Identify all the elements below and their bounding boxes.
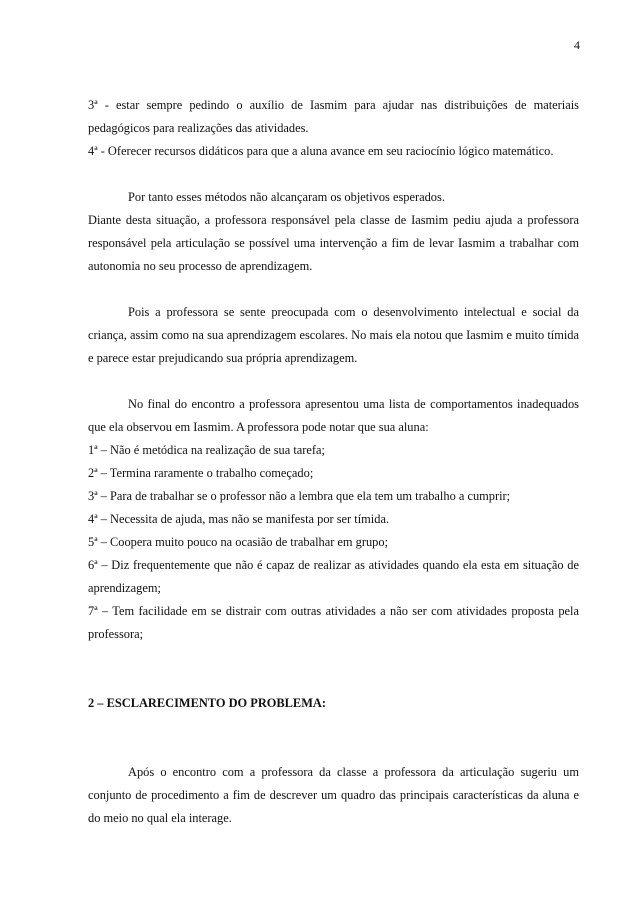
section-heading: 2 – ESCLARECIMENTO DO PROBLEMA: xyxy=(88,696,326,710)
spacer xyxy=(88,646,579,669)
behavior-item: 4ª – Necessita de ajuda, mas não se manifesta por ser tímida. xyxy=(88,512,390,526)
behavior-item: 1ª – Não é metódica na realização de sua tarefa; xyxy=(88,443,325,457)
paragraph: Por tanto esses métodos não alcançaram os objetivos esperados. xyxy=(128,190,445,204)
behavior-item: 5ª – Coopera muito pouco na ocasião de trabalhar em grupo; xyxy=(88,535,389,549)
paragraph: No final do encontro a professora apresentou uma lista de comportamentos inadequados que ela observou em Iasmim. A professora pode notar que sua aluna: xyxy=(88,397,579,434)
behavior-item: 2ª – Termina raramente o trabalho começado; xyxy=(88,466,314,480)
paragraph: Diante desta situação, a professora responsável pela classe de Iasmim pediu ajuda a professora responsável pela articulação se possível uma intervenção a fim de levar Iasmim a trabalhar com autonomia no seu processo de aprendizagem. xyxy=(88,213,579,273)
list-item: 4ª - Oferecer recursos didáticos para que a aluna avance em seu raciocínio lógico matemático. xyxy=(88,144,554,158)
behavior-item: 7ª – Tem facilidade em se distrair com outras atividades a não ser com atividades proposta pela professora; xyxy=(88,604,579,641)
behavior-item: 6ª – Diz frequentemente que não é capaz de realizar as atividades quando ela esta em situação de aprendizagem; xyxy=(88,558,579,595)
spacer xyxy=(88,738,579,761)
paragraph: Pois a professora se sente preocupada com o desenvolvimento intelectual e social da criança, assim como na sua aprendizagem escolares. No mais ela notou que Iasmim e muito tímida e parece estar prejudicando sua própria aprendizagem. xyxy=(88,305,579,365)
spacer xyxy=(88,163,579,186)
behavior-item: 3ª – Para de trabalhar se o professor não a lembra que ela tem um trabalho a cumprir; xyxy=(88,489,511,503)
document-body xyxy=(88,94,579,830)
list-item: 3ª - estar sempre pedindo o auxílio de Iasmim para ajudar nas distribuições de materiais pedagógicos para realizações das atividades. xyxy=(88,98,579,135)
spacer xyxy=(88,669,579,692)
page-number: 4 xyxy=(574,38,580,52)
spacer xyxy=(88,715,579,738)
paragraph: Após o encontro com a professora da classe a professora da articulação sugeriu um conjunto de procedimento a fim de descrever um quadro das principais características da aluna e do meio no qual ela interage. xyxy=(88,765,579,825)
spacer xyxy=(88,278,579,301)
spacer xyxy=(88,370,579,393)
